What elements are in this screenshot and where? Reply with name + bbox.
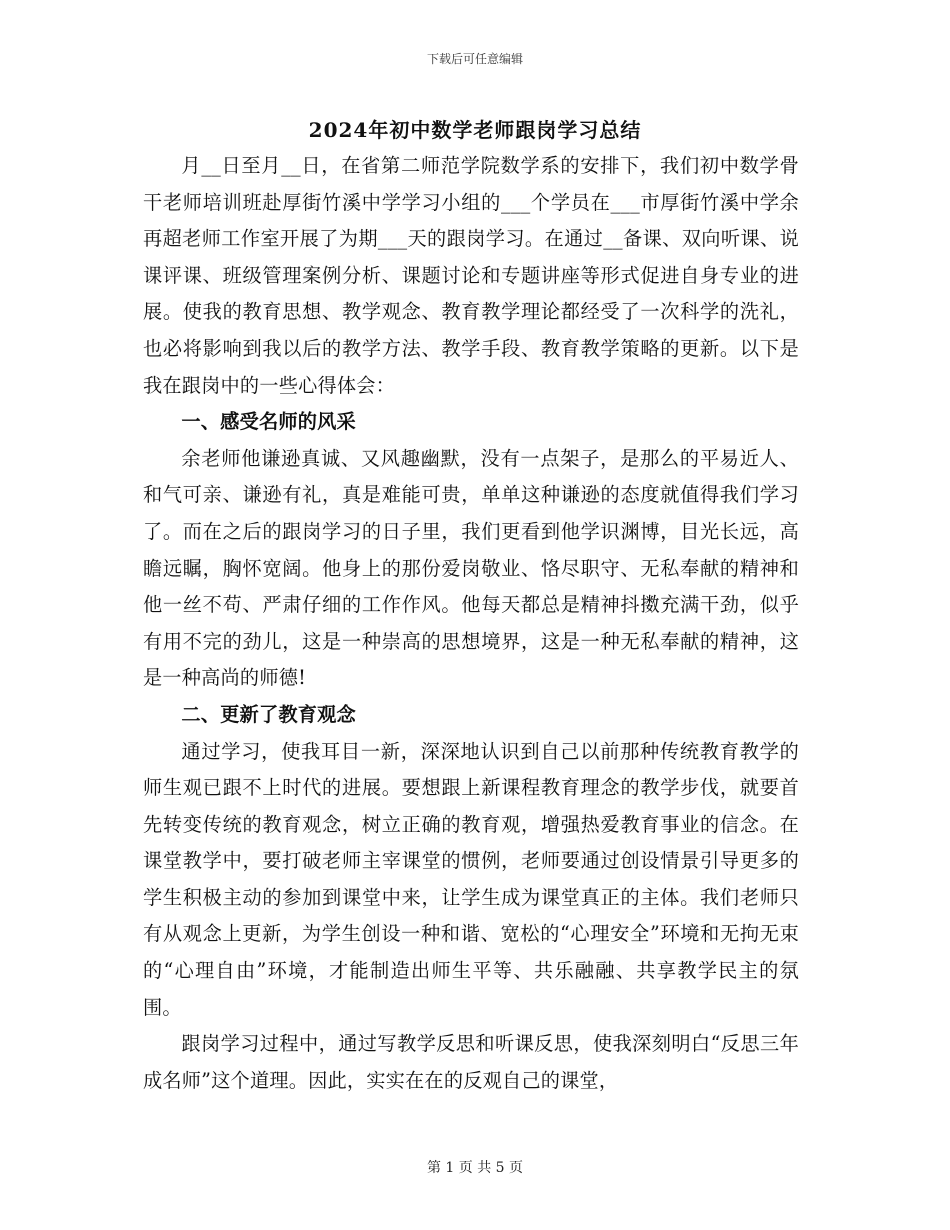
paragraph-section-1: 余老师他谦逊真诚、又风趣幽默，没有一点架子，是那么的平易近人、和气可亲、谦逊有礼，真是难能可贵，单单这种谦逊的态度就值得我们学习了。而在之后的跟岗学习的日子里，我们更看到他学识渊博，目光长远，高瞻远瞩，胸怀宽阔。他身上的那份爱岗敬业、恪尽职守、无私奉献的精神和他一丝不苟、严肃仔细的工作作风。他每天都总是精神抖擞充满干劲，似乎有用不完的劲儿，这是一种崇高的思想境界，这是一种无私奉献的精神，这是一种高尚的师德!: [143, 446, 799, 690]
paragraph-intro: 月__日至月__日，在省第二师范学院数学系的安排下，我们初中数学骨干老师培训班赴厚街竹溪中学学习小组的___个学员在___市厚街竹溪中学余再超老师工作室开展了为期___天的跟岗学习。在通过__备课、双向听课、说课评课、班级管理案例分析、课题讨论和专题讲座等形式促进自身专业的进展。使我的教育思想、教学观念、教育教学理论都经受了一次科学的洗礼，也必将影响到我以后的教学方法、教学手段、教育教学策略的更新。以下是我在跟岗中的一些心得体会：: [143, 154, 799, 397]
document-body: [143, 148, 799, 1099]
section-heading-2: 二、更新了教育观念: [181, 702, 356, 726]
page-number: 第 1 页 共 5 页: [426, 1160, 524, 1176]
download-note: 下载后可任意编辑: [426, 52, 523, 66]
section-heading-1: 一、感受名师的风采: [181, 410, 356, 434]
paragraph-section-2: 通过学习，使我耳目一新，深深地认识到自己以前那种传统教育教学的师生观已跟不上时代的进展。要想跟上新课程教育理念的教学步伐，就要首先转变传统的教育观念，树立正确的教育观，增强热爱教育事业的信念。在课堂教学中，要打破老师主宰课堂的惯例，老师要通过创设情景引导更多的学生积极主动的参加到课堂中来，让学生成为课堂真正的主体。我们老师只有从观念上更新，为学生创设一种和谐、宽松的“心理安全”环境和无拘无束的“心理自由”环境，才能制造出师生平等、共乐融融、共享教学民主的氛围。: [143, 739, 799, 1019]
paragraph-reflection: 跟岗学习过程中，通过写教学反思和听课反思，使我深刻明白“反思三年成名师”这个道理。因此，实实在在的反观自己的课堂，: [143, 1032, 799, 1092]
document-title: 2024年初中数学老师跟岗学习总结: [308, 118, 642, 142]
